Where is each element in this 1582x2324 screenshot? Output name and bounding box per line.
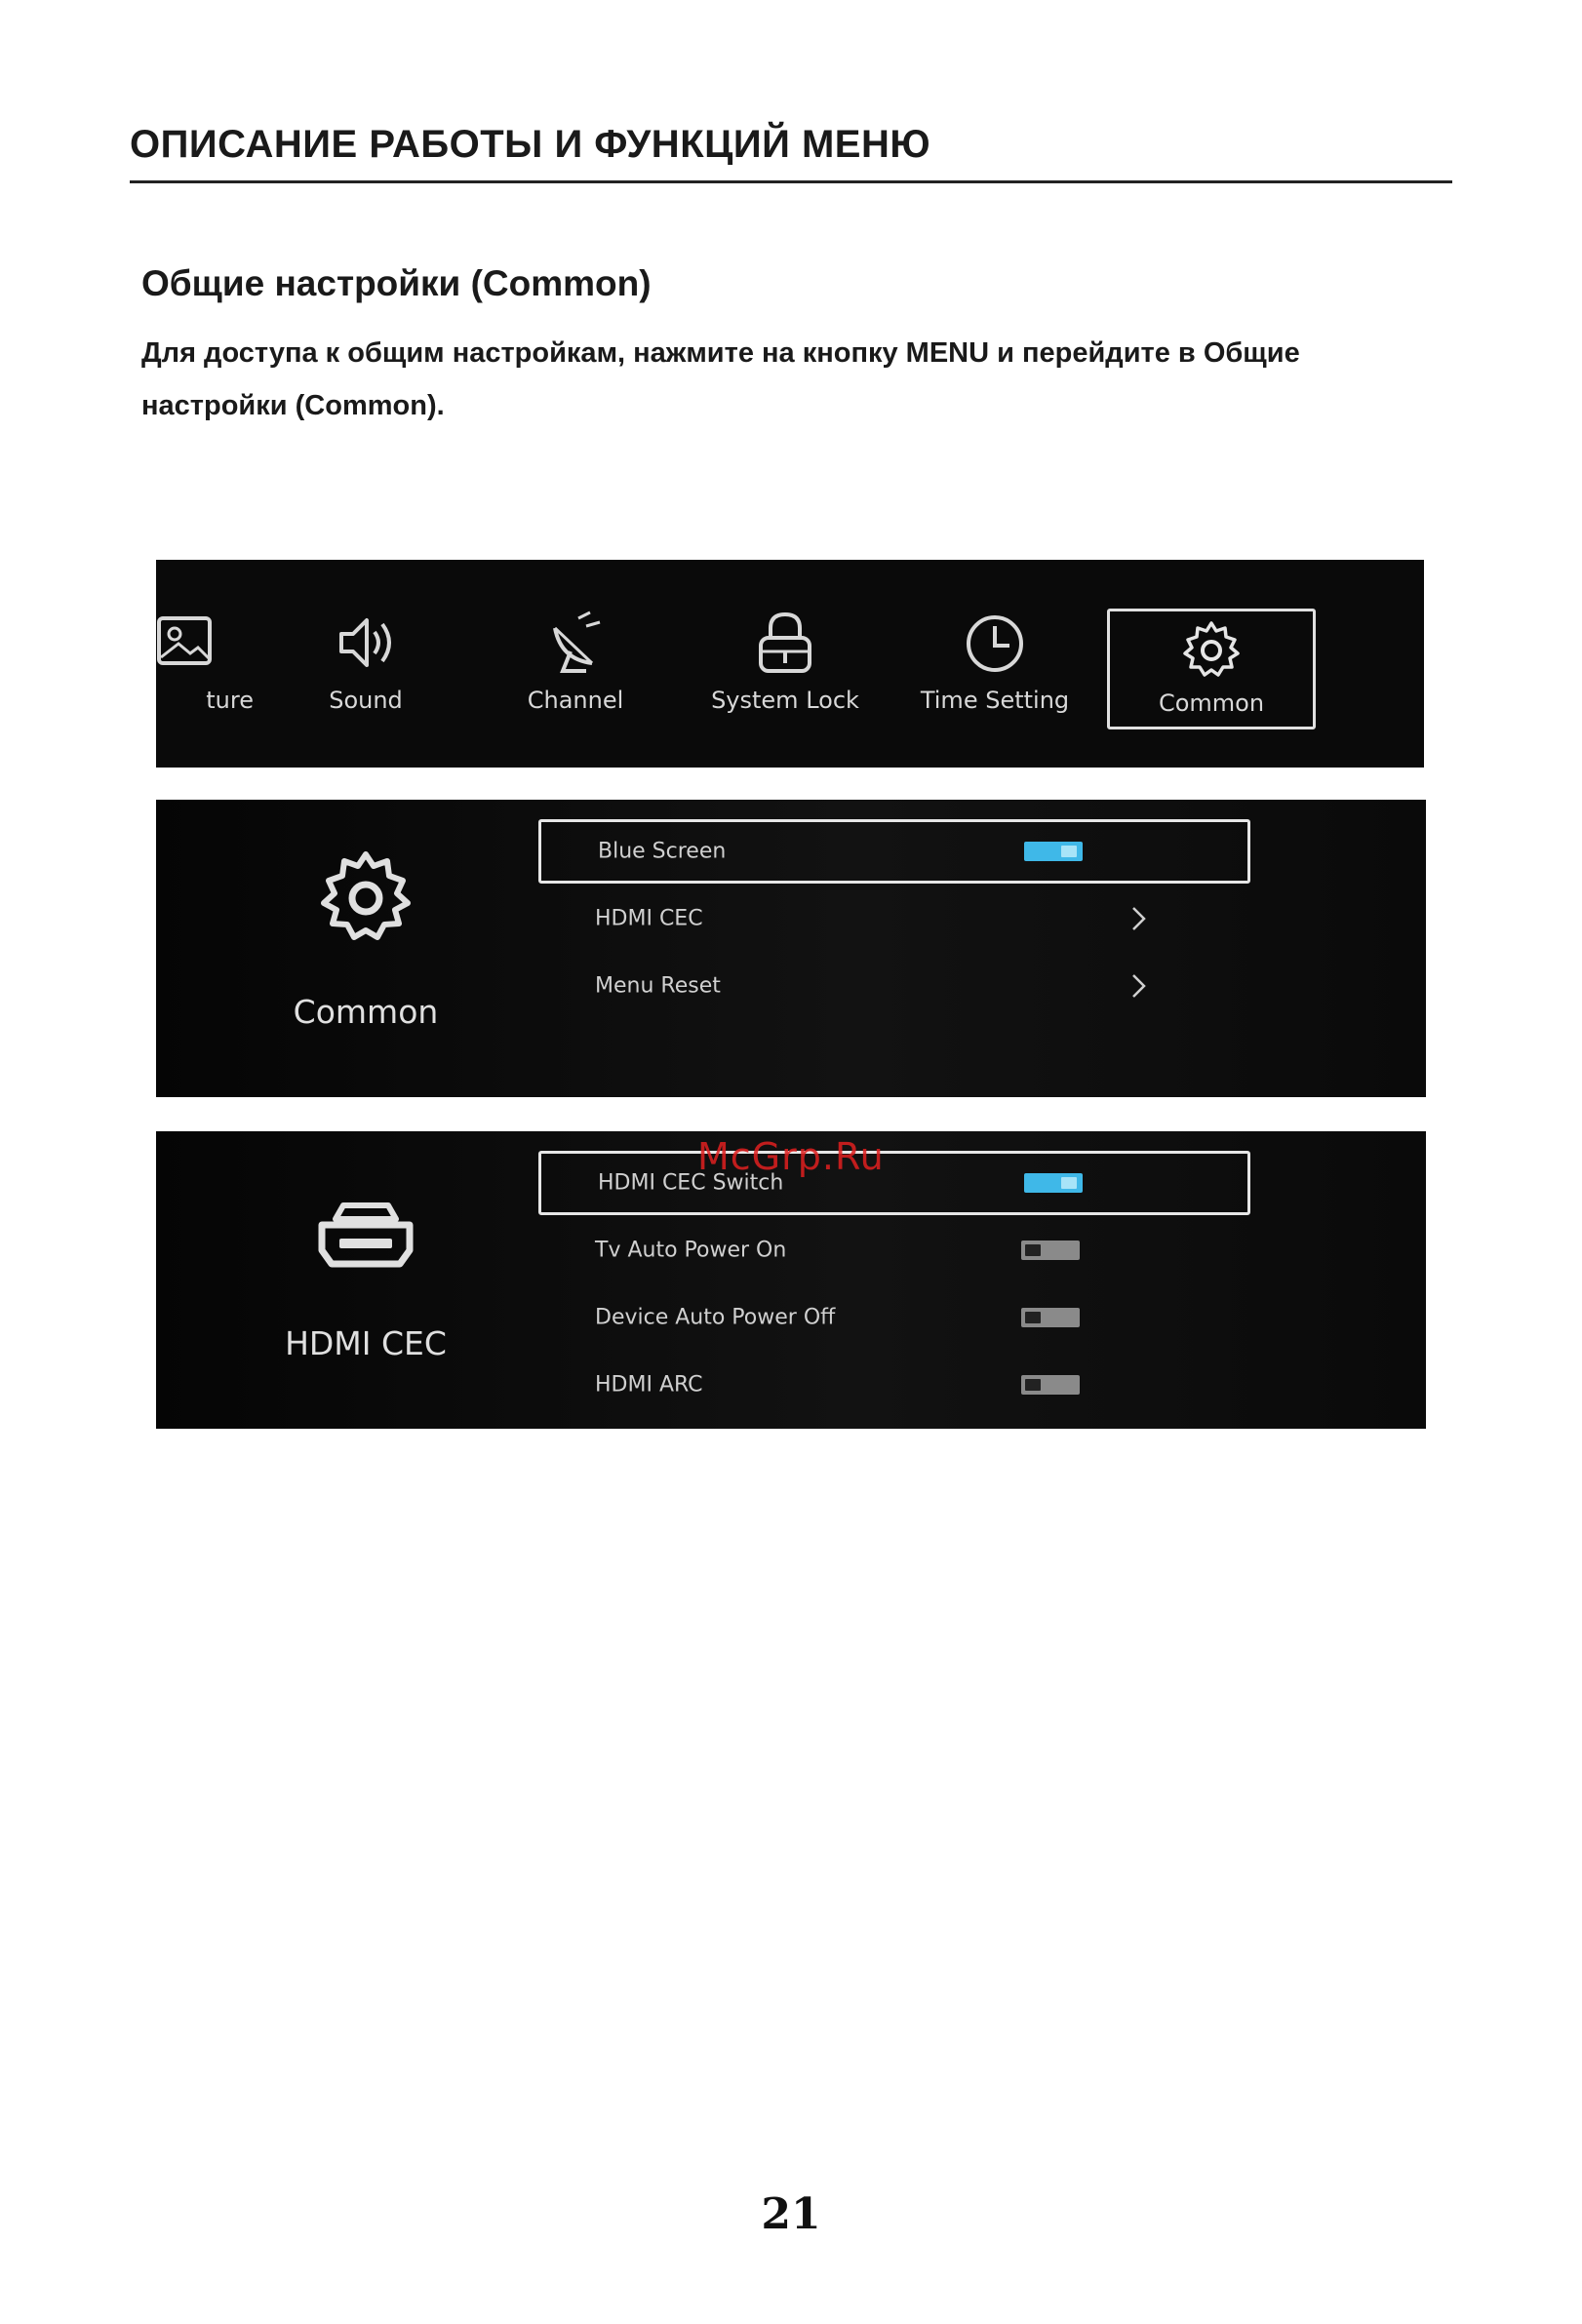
chevron-right-icon [1128, 904, 1150, 933]
satellite-icon [541, 609, 610, 677]
menu-item-time-setting[interactable] [897, 609, 1092, 726]
menu-item-label: System Lock [711, 687, 859, 714]
setting-label: Menu Reset [595, 973, 721, 999]
menu-item-channel[interactable] [478, 609, 673, 726]
title-divider [130, 180, 1452, 183]
page-title: ОПИСАНИЕ РАБОТЫ И ФУНКЦИЙ МЕНЮ [130, 123, 931, 166]
setting-row-hdmi-arc[interactable] [538, 1353, 1250, 1417]
panel-title: HDMI CEC [285, 1324, 447, 1362]
setting-row-blue-screen[interactable] [538, 819, 1250, 884]
setting-label: Tv Auto Power On [595, 1238, 787, 1263]
hdmi-port-icon [312, 1190, 419, 1297]
picture-icon [156, 609, 219, 677]
tv-auto-power-on-toggle[interactable] [1021, 1241, 1080, 1260]
gear-icon [1177, 617, 1246, 686]
setting-row-hdmi-cec-switch[interactable] [538, 1151, 1250, 1215]
setting-row-device-auto-power-off[interactable] [538, 1285, 1250, 1350]
gear-icon [312, 847, 419, 954]
watermark: McGrp.Ru [697, 1135, 885, 1178]
common-settings-panel [156, 800, 1426, 1097]
chevron-right-icon [1128, 971, 1150, 1001]
menu-item-sound[interactable] [268, 609, 463, 726]
menu-item-common[interactable] [1107, 609, 1316, 729]
speaker-icon [332, 609, 400, 677]
menu-item-label: Channel [527, 687, 624, 714]
setting-row-menu-reset[interactable] [538, 954, 1250, 1018]
tv-menu-bar [156, 560, 1424, 768]
setting-label: HDMI CEC Switch [598, 1170, 784, 1196]
setting-label: HDMI CEC [595, 906, 703, 931]
lock-icon [751, 609, 819, 677]
hdmi-arc-toggle[interactable] [1021, 1375, 1080, 1395]
setting-row-tv-auto-power-on[interactable] [538, 1218, 1250, 1282]
setting-label: HDMI ARC [595, 1372, 703, 1398]
menu-item-system-lock[interactable] [688, 609, 883, 726]
setting-label: Device Auto Power Off [595, 1305, 836, 1330]
menu-item-label: Common [1158, 689, 1265, 717]
menu-item-picture[interactable] [156, 609, 283, 726]
page-number: 21 [761, 2189, 821, 2239]
device-auto-power-off-toggle[interactable] [1021, 1308, 1080, 1327]
panel-title: Common [293, 993, 439, 1031]
hdmi-cec-switch-toggle[interactable] [1024, 1173, 1083, 1193]
menu-item-label: Time Setting [920, 687, 1070, 714]
section-heading: Общие настройки (Common) [141, 263, 652, 303]
blue-screen-toggle[interactable] [1024, 842, 1083, 861]
setting-row-hdmi-cec[interactable] [538, 886, 1250, 951]
menu-item-label: ture [206, 687, 254, 714]
menu-item-label: Sound [329, 687, 403, 714]
clock-icon [961, 609, 1029, 677]
intro-paragraph: Для доступа к общим настройкам, нажмите на кнопку MENU и перейдите в Общие настройки (Common). [141, 337, 1300, 421]
setting-label: Blue Screen [598, 839, 727, 864]
